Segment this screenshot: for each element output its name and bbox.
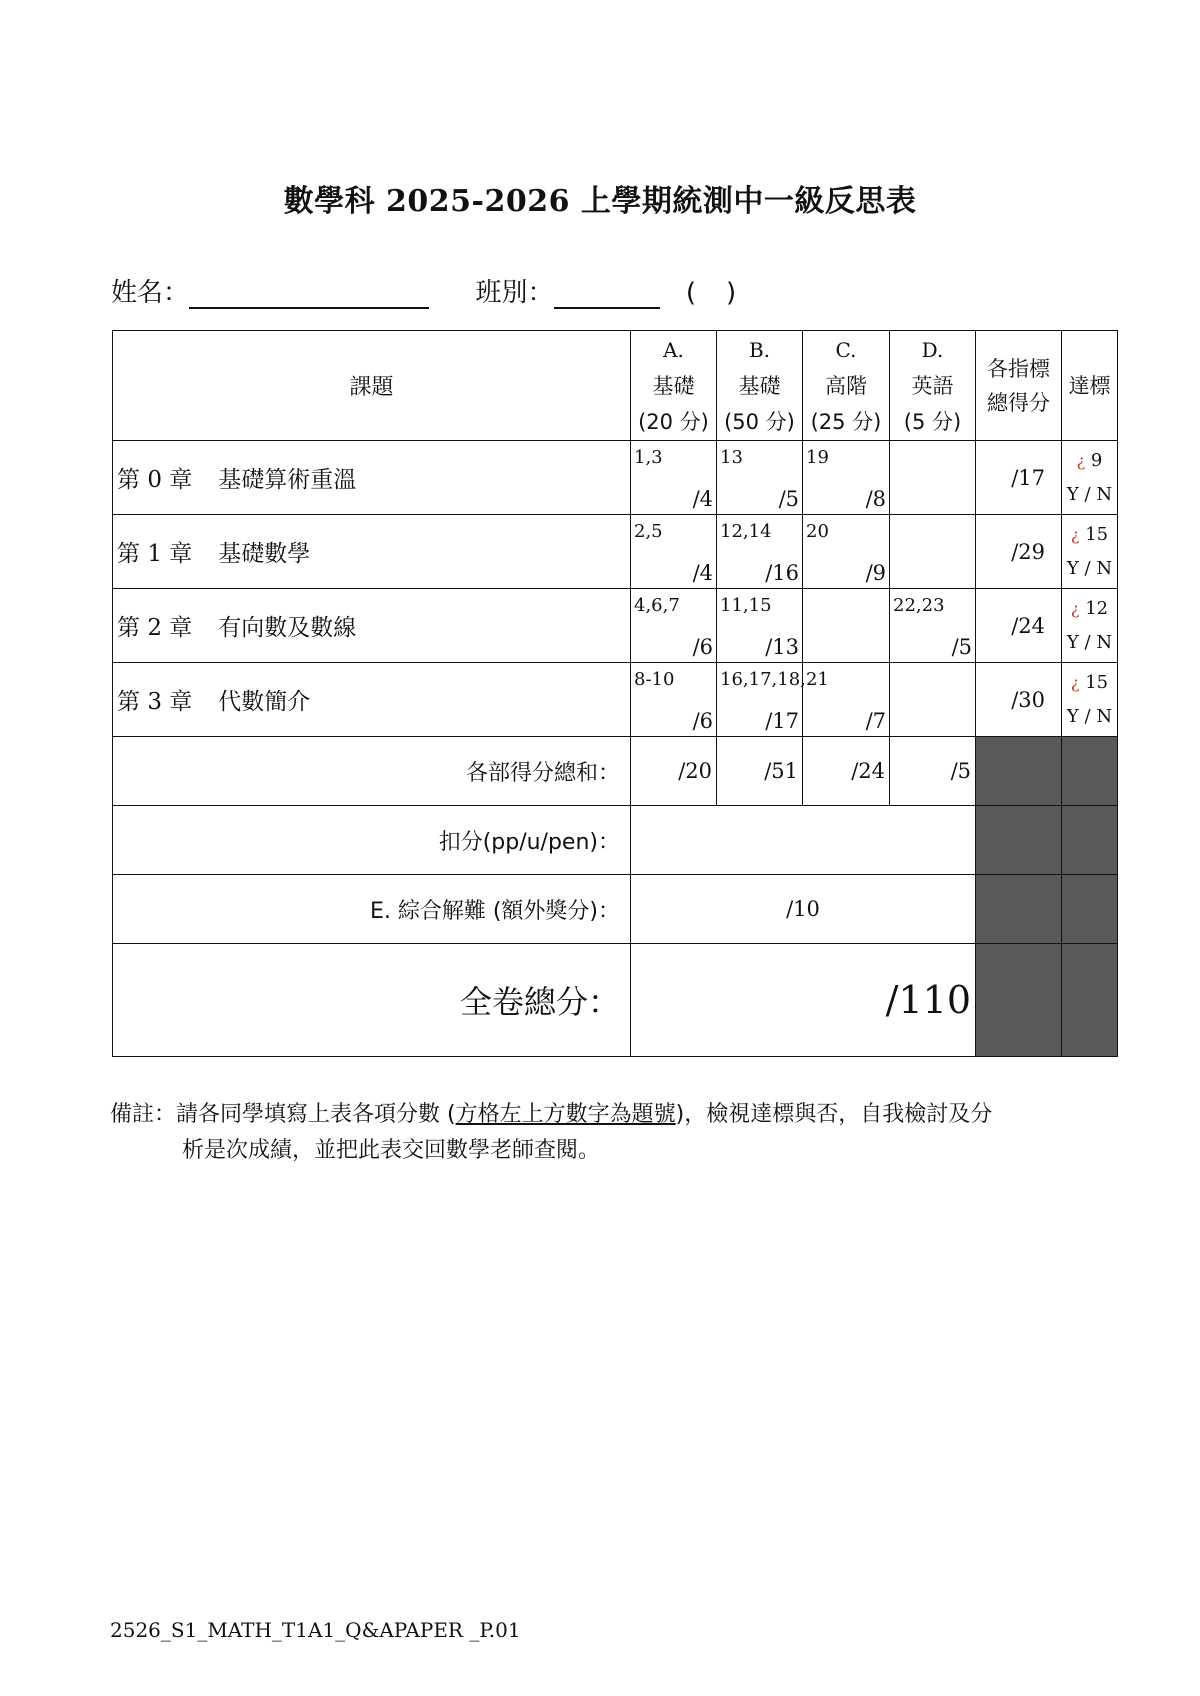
class-number-field[interactable]: ( ) (685, 278, 737, 308)
chapter-total[interactable]: /30 (976, 663, 1062, 737)
target-symbol-icon: ¿ (1070, 672, 1080, 692)
score-cell-a[interactable]: 2,5 /4 (631, 515, 717, 589)
target-cell[interactable]: ¿ 15 Y / N (1062, 515, 1118, 589)
score-cell-c[interactable]: 20 /9 (803, 515, 890, 589)
score-cell-b[interactable]: 11,15 /13 (717, 589, 803, 663)
class-field[interactable] (554, 283, 660, 309)
shaded-cell (976, 944, 1062, 1057)
student-info-line (111, 272, 736, 309)
score-cell-a[interactable]: 8-10 /6 (631, 663, 717, 737)
section-sum-row (113, 737, 1118, 806)
shaded-cell (976, 737, 1062, 806)
grand-total-input[interactable]: /110 (631, 944, 976, 1057)
shaded-cell (1062, 944, 1118, 1057)
topic-header: 課題 (113, 331, 631, 441)
shaded-cell (1062, 806, 1118, 875)
shaded-cell (1062, 875, 1118, 944)
target-symbol-icon: ¿ (1076, 450, 1086, 470)
score-cell-d[interactable] (890, 663, 976, 737)
column-header-a: A. 基礎 (20 分) (631, 331, 717, 441)
score-cell-d[interactable] (890, 441, 976, 515)
score-cell-d[interactable]: 22,23 /5 (890, 589, 976, 663)
name-field[interactable] (189, 283, 429, 309)
chapter-label: 第 3 章 代數簡介 (113, 663, 631, 737)
section-sum-label: 各部得分總和： (113, 737, 631, 806)
deduction-input[interactable] (631, 806, 976, 875)
score-cell-d[interactable] (890, 515, 976, 589)
shaded-cell (976, 875, 1062, 944)
total-header: 各指標總得分 (976, 331, 1062, 441)
remarks-underlined: 方格左上方數字為題號 (455, 1102, 676, 1127)
chapter-label: 第 0 章 基礎算術重溫 (113, 441, 631, 515)
column-header-b: B. 基礎 (50 分) (717, 331, 803, 441)
chapter-label: 第 1 章 基礎數學 (113, 515, 631, 589)
grand-total-row (113, 944, 1118, 1057)
table-row (113, 589, 1118, 663)
column-header-c: C. 高階 (25 分) (803, 331, 890, 441)
table-row (113, 515, 1118, 589)
target-cell[interactable]: ¿ 12 Y / N (1062, 589, 1118, 663)
section-sum-a[interactable]: /20 (631, 737, 717, 806)
bonus-label: E. 綜合解難 (額外獎分)： (113, 875, 631, 944)
section-sum-d[interactable]: /5 (890, 737, 976, 806)
bonus-input[interactable]: /10 (631, 875, 976, 944)
shaded-cell (976, 806, 1062, 875)
score-cell-b[interactable]: 16,17,18, /17 (717, 663, 803, 737)
header-row (113, 331, 1118, 441)
remarks-prefix: 備註： (110, 1102, 177, 1127)
reflection-table (112, 330, 1118, 1057)
target-header: 達標 (1062, 331, 1118, 441)
score-cell-a[interactable]: 4,6,7 /6 (631, 589, 717, 663)
grand-total-label: 全卷總分： (113, 944, 631, 1057)
name-label: 姓名： (111, 278, 190, 308)
deduction-label: 扣分(pp/u/pen)： (113, 806, 631, 875)
chapter-label: 第 2 章 有向數及數線 (113, 589, 631, 663)
page-title: 數學科 2025-2026 上學期統測中一級反思表 (283, 184, 917, 219)
section-sum-c[interactable]: /24 (803, 737, 890, 806)
column-header-d: D. 英語 (5 分) (890, 331, 976, 441)
page-footer: 2526_S1_MATH_T1A1_Q&APAPER _P.01 (110, 1618, 521, 1642)
target-cell[interactable]: ¿ 9 Y / N (1062, 441, 1118, 515)
score-cell-c[interactable]: 19 /8 (803, 441, 890, 515)
remarks: 備註：請各同學填寫上表各項分數 (方格左上方數字為題號)，檢視達標與否，自我檢討及分 析是次成績，並把此表交回數學老師查閱。 (110, 1102, 993, 1163)
score-cell-b[interactable]: 13 /5 (717, 441, 803, 515)
target-symbol-icon: ¿ (1070, 598, 1080, 618)
score-cell-c[interactable] (803, 589, 890, 663)
score-cell-a[interactable]: 1,3 /4 (631, 441, 717, 515)
score-cell-c[interactable]: 21 /7 (803, 663, 890, 737)
chapter-total[interactable]: /29 (976, 515, 1062, 589)
bonus-row (113, 875, 1118, 944)
score-cell-b[interactable]: 12,14 /16 (717, 515, 803, 589)
class-label: 班別： (475, 278, 554, 308)
chapter-total[interactable]: /17 (976, 441, 1062, 515)
deduction-row (113, 806, 1118, 875)
target-cell[interactable]: ¿ 15 Y / N (1062, 663, 1118, 737)
table-row (113, 441, 1118, 515)
target-symbol-icon: ¿ (1070, 524, 1080, 544)
shaded-cell (1062, 737, 1118, 806)
chapter-total[interactable]: /24 (976, 589, 1062, 663)
table-row (113, 663, 1118, 737)
section-sum-b[interactable]: /51 (717, 737, 803, 806)
